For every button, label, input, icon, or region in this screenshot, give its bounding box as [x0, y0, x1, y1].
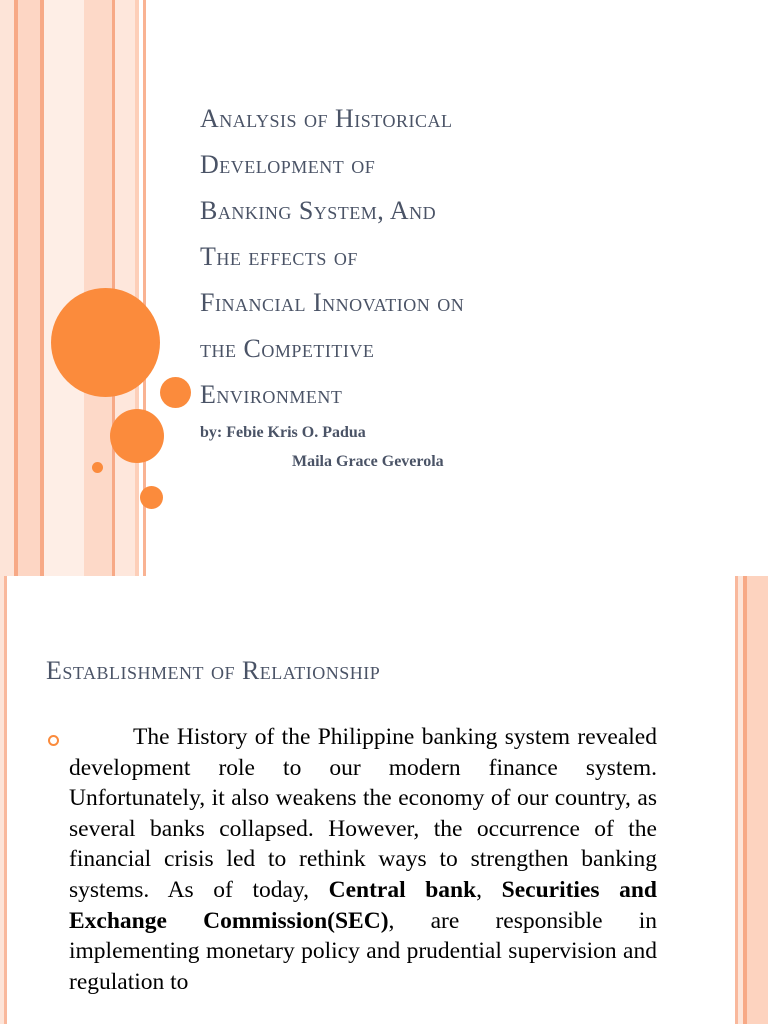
- paragraph-text: , are responsible in implementing monetary policy and prudential supervision and regulation to: [69, 907, 657, 995]
- paragraph-bold: Securities and Exchange Commission(SEC): [69, 876, 658, 934]
- decorative-circle: [160, 377, 191, 408]
- decorative-stripe: [18, 0, 40, 576]
- title-line: The effects of: [200, 242, 358, 271]
- decorative-stripe: [44, 0, 84, 576]
- title-line: the Competitive: [200, 334, 375, 363]
- title-line: Analysis of Historical: [200, 104, 453, 133]
- slide-title: [200, 96, 740, 418]
- paragraph-text: ,: [476, 876, 502, 903]
- decorative-circle: [110, 409, 164, 463]
- bullet-icon: [48, 735, 59, 746]
- decorative-stripe: [0, 0, 14, 576]
- paragraph-text: The History of the Philippine banking system revealed development role to our modern finance system. Unfortunately, it also weakens the economy of our country, as several banks collapsed. However, the occurrence of the financial crisis led to rethink ways to strengthen banking systems. As of today,: [69, 724, 657, 903]
- content-slide: [0, 576, 768, 1024]
- decorative-stripe: [4, 576, 7, 1024]
- paragraph-bold: Central bank: [328, 876, 477, 903]
- decorative-stripe: [135, 0, 139, 576]
- decorative-circle: [92, 462, 103, 473]
- title-line: Banking System, And: [200, 196, 437, 225]
- author-line: by: Febie Kris O. Padua: [200, 424, 366, 441]
- title-line: Environment: [200, 380, 343, 409]
- decorative-stripe: [115, 0, 135, 576]
- author-line: Maila Grace Geverola: [292, 453, 444, 470]
- decorative-circle: [51, 288, 160, 397]
- title-line: Development of: [200, 150, 376, 179]
- body-paragraph: [69, 722, 657, 997]
- decorative-stripe: [747, 576, 768, 1024]
- decorative-circle: [140, 486, 163, 509]
- slide-heading: Establishment of Relationship: [46, 656, 381, 685]
- title-line: Financial Innovation on: [200, 288, 465, 317]
